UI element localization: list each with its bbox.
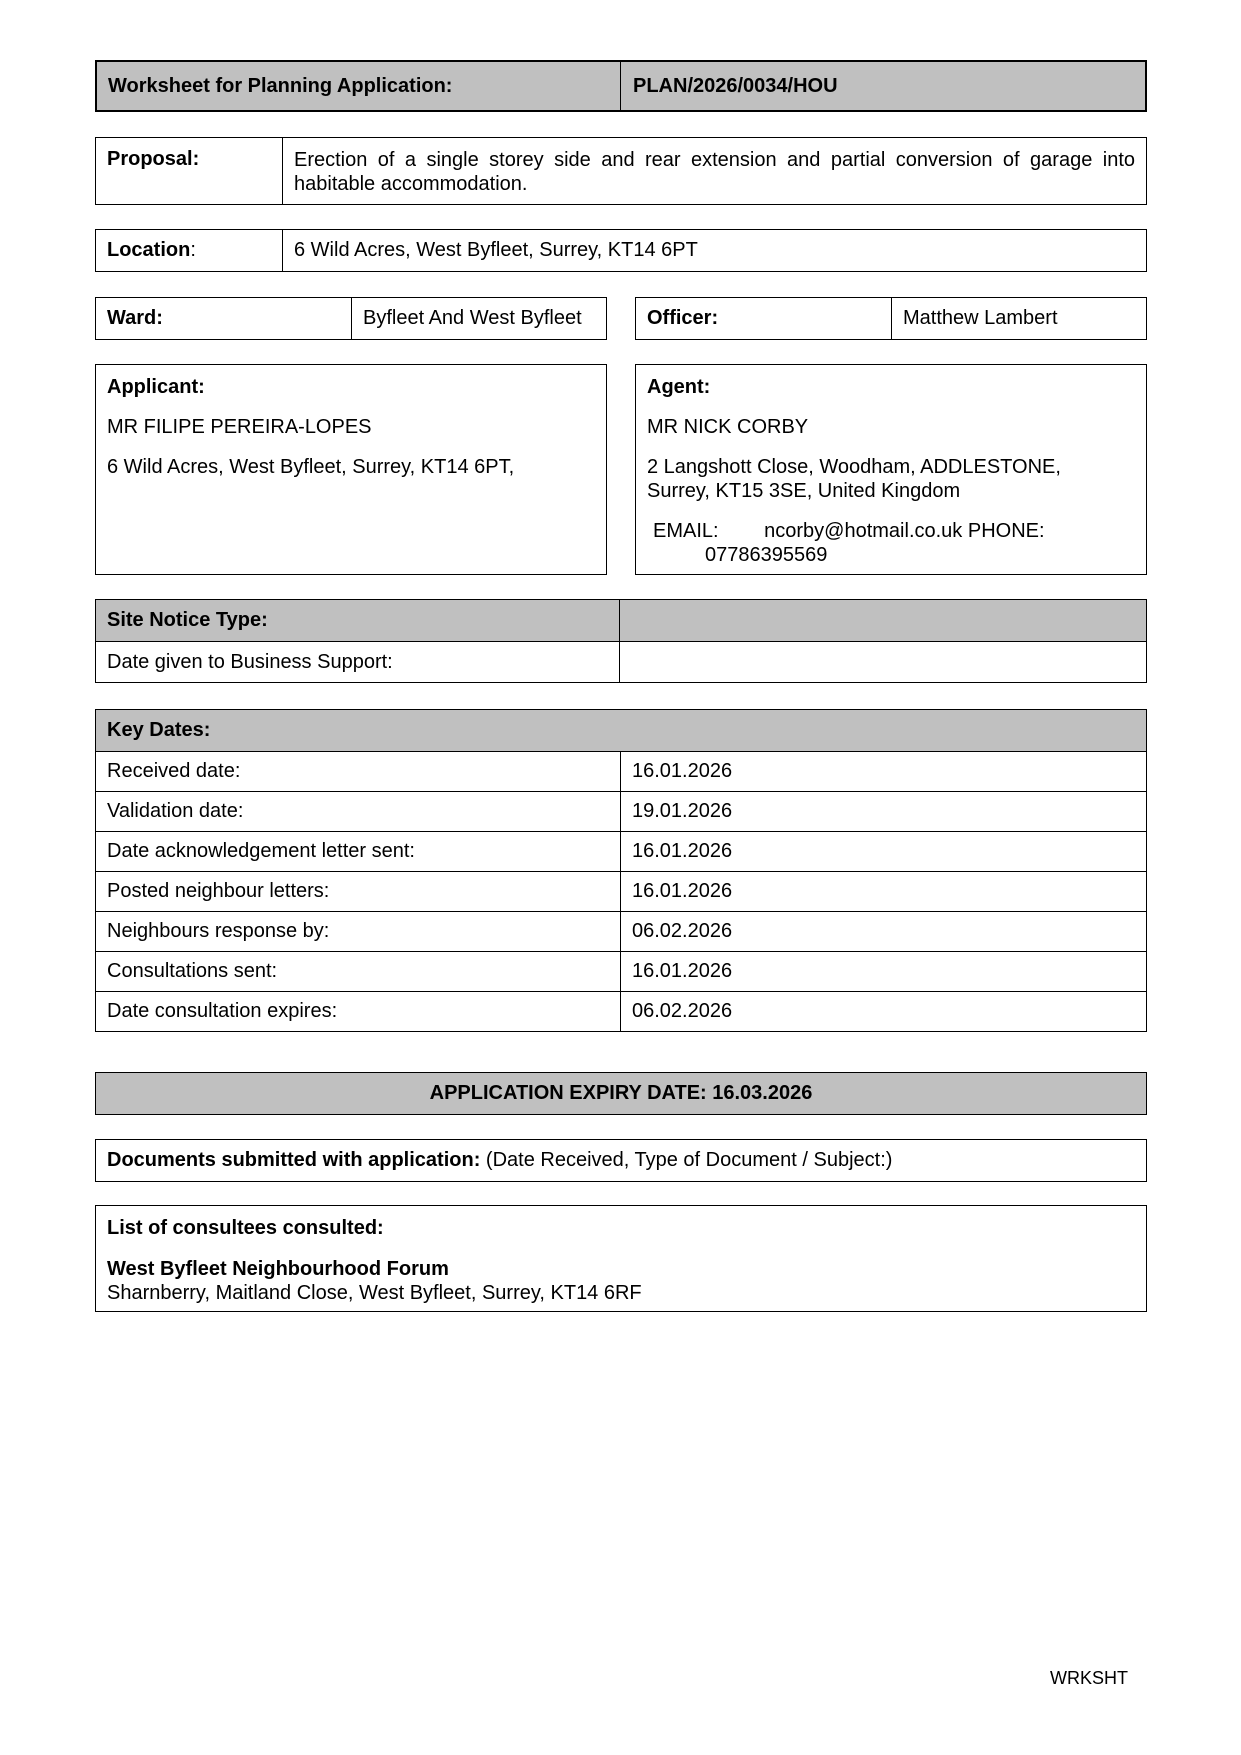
agent-label: Agent: (647, 376, 711, 398)
key-date-value: 16.01.2026 (621, 752, 1147, 792)
key-date-label: Date acknowledgement letter sent: (96, 832, 621, 872)
ward-value: Byfleet And West Byfleet (363, 307, 582, 329)
key-date-label: Validation date: (96, 792, 621, 832)
documents-line (96, 1140, 1146, 1181)
agent-phone-value: 07786395569 (705, 544, 828, 566)
key-date-label: Date consultation expires: (96, 992, 621, 1032)
key-date-value: 19.01.2026 (621, 792, 1147, 832)
agent-phone-label: PHONE: (967, 520, 1045, 542)
location-label-colon: : (190, 239, 196, 261)
site-notice-type-value (621, 600, 1146, 641)
officer-label: Officer: (647, 307, 719, 329)
agent-address-line2: Surrey, KT15 3SE, United Kingdom (647, 480, 961, 502)
key-date-label: Received date: (96, 752, 621, 792)
applicant-box (95, 364, 607, 575)
proposal-text: Erection of a single storey side and rear extension and partial conversion of garage into habitable accommodation. (294, 149, 1135, 195)
site-notice-box (95, 599, 1147, 683)
consultees-box (95, 1205, 1147, 1312)
agent-name: MR NICK CORBY (647, 416, 809, 438)
agent-address-line1: 2 Langshott Close, Woodham, ADDLESTONE, (647, 456, 1061, 478)
key-dates-title: Key Dates: (107, 719, 211, 741)
key-date-value: 06.02.2026 (621, 992, 1147, 1032)
agent-email-label: EMAIL: (653, 520, 719, 542)
key-date-row (96, 832, 1147, 872)
key-date-row (96, 792, 1147, 832)
business-support-date-label: Date given to Business Support: (107, 650, 393, 673)
expiry-box (95, 1072, 1147, 1115)
location-value: 6 Wild Acres, West Byfleet, Surrey, KT14 6PT (294, 239, 698, 261)
worksheet-header (95, 60, 1147, 112)
documents-label: Documents submitted with application: (107, 1149, 481, 1171)
key-dates-header (95, 709, 1147, 752)
applicant-label: Applicant: (107, 376, 205, 398)
key-date-value: 16.01.2026 (621, 872, 1147, 912)
application-reference: PLAN/2026/0034/HOU (633, 74, 838, 97)
key-date-value: 06.02.2026 (621, 912, 1147, 952)
proposal-box (95, 137, 1147, 205)
ward-box (95, 297, 607, 340)
consultee-name: West Byfleet Neighbourhood Forum (107, 1258, 449, 1280)
documents-note: (Date Received, Type of Document / Subject:) (485, 1149, 893, 1171)
ward-label: Ward: (107, 307, 163, 329)
key-date-row (96, 992, 1147, 1032)
location-label-cell (96, 230, 283, 271)
consultee-address: Sharnberry, Maitland Close, West Byfleet, Surrey, KT14 6RF (107, 1282, 642, 1304)
key-date-value: 16.01.2026 (621, 952, 1147, 992)
key-date-value: 16.01.2026 (621, 832, 1147, 872)
application-expiry-date: APPLICATION EXPIRY DATE: 16.03.2026 (429, 1082, 813, 1104)
key-date-row (96, 912, 1147, 952)
location-box (95, 229, 1147, 272)
applicant-address: 6 Wild Acres, West Byfleet, Surrey, KT14 6PT, (107, 456, 515, 478)
key-date-label: Posted neighbour letters: (96, 872, 621, 912)
key-date-label: Neighbours response by: (96, 912, 621, 952)
site-notice-type-label: Site Notice Type: (107, 609, 268, 631)
consultees-title: List of consultees consulted: (107, 1217, 384, 1239)
location-label: Location (107, 239, 191, 261)
proposal-label: Proposal: (107, 148, 200, 170)
key-dates-table (95, 751, 1147, 1032)
officer-value: Matthew Lambert (903, 307, 1058, 329)
officer-box (635, 297, 1147, 340)
agent-contact (653, 519, 1135, 543)
agent-email-value: ncorby@hotmail.co.uk (764, 520, 963, 542)
key-date-row (96, 872, 1147, 912)
footer-code: WRKSHT (1050, 1668, 1128, 1688)
business-support-date-value (621, 642, 1146, 682)
key-date-row (96, 952, 1147, 992)
worksheet-title: Worksheet for Planning Application: (108, 74, 453, 97)
key-date-row (96, 752, 1147, 792)
applicant-name: MR FILIPE PEREIRA-LOPES (107, 416, 372, 438)
key-date-label: Consultations sent: (96, 952, 621, 992)
documents-box (95, 1139, 1147, 1182)
agent-box (635, 364, 1147, 575)
